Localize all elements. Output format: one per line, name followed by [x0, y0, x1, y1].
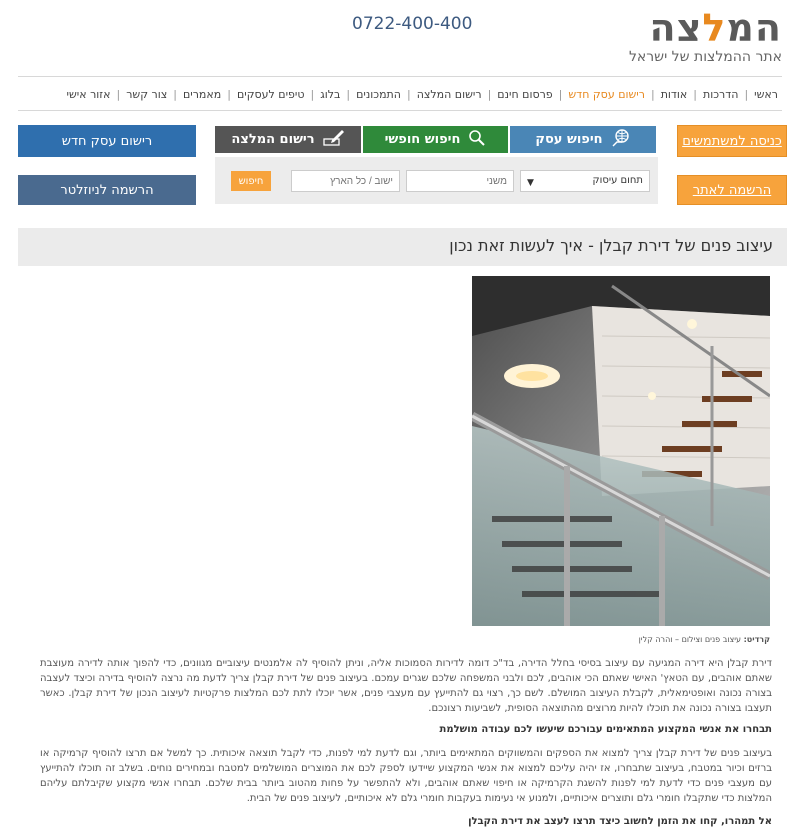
nav-item[interactable]: מאמרים	[182, 88, 222, 101]
article-photo	[472, 276, 770, 626]
subcategory-input[interactable]	[406, 170, 514, 192]
login-button[interactable]: כניסה למשתמשים	[677, 125, 787, 157]
category-select[interactable]	[520, 170, 650, 192]
main-nav	[67, 88, 778, 101]
nav-item[interactable]: פרסום חינם	[497, 88, 553, 101]
nav-separator: |	[744, 88, 749, 101]
logo-wordmark: המלצה	[649, 6, 782, 50]
nav-separator: |	[558, 88, 563, 101]
nav-item[interactable]: התמכונים	[356, 88, 401, 101]
register-button[interactable]: הרשמה לאתר	[677, 175, 787, 205]
nav-item[interactable]: אודות	[660, 88, 688, 101]
nav-separator: |	[650, 88, 655, 101]
tab-recommend[interactable]	[215, 126, 361, 153]
nav-item[interactable]: טיפים לעסקים	[236, 88, 305, 101]
article-paragraph: דירת קבלן היא דירה המגיעה עם עיצוב בסיסי בחלל הדירה, בד"כ דומה לדירות הסמוכות אליה, וניתן להוסיף לה אלמנטים עיצוביים מגוונים, כדי להפוך אותה לדירה מעוצבת שאתם אוהבים, עם הטאץ' האישי שאתם הכי אוהבים, לכם ולבני המשפחה שלכם שגרים עמכם. בעיצוב פנים של דירת קבלן צריך לדעת מה נרצה להוסיף בדירה וכיצד לעצבה בצורה נכונה ואופטימאלית, לקבלת העיצוב המושלם. לשם כך, רצוי גם להתייעץ עם מעצבי פנים, אשר יוכלו לתת לכם המלצות פרקטיות לעיצוב הנכון של דירת קבלן. כאשר תעצבו בצורה נכונה את תוכלו להיות מרוצים מהתוצאה הסופית, לשביעות רצונכם.	[40, 658, 772, 714]
tab-recommend-label: רישום המלצה	[231, 132, 315, 147]
logo-tagline: אתר ההמלצות של ישראל	[628, 49, 782, 65]
site-logo[interactable]	[582, 8, 782, 65]
article-title: עיצוב פנים של דירת קבלן - איך לעשות זאת נכון	[449, 236, 773, 255]
tab-business-search-label: חיפוש עסק	[535, 132, 603, 147]
nav-separator: |	[487, 88, 492, 101]
nav-item[interactable]: ראשי	[754, 88, 778, 101]
article-subheading: תבחרו את אנשי המקצוע המתאימים עבורכם שיעשו לכם עבודה מושלמת	[439, 724, 772, 735]
category-select-value: תחום עיסוק	[592, 175, 643, 186]
nav-separator: |	[116, 88, 121, 101]
tab-business-search[interactable]	[510, 126, 656, 153]
search-button[interactable]: חיפוש	[231, 171, 271, 191]
nav-item[interactable]: רישום המלצה	[416, 88, 482, 101]
phone-number[interactable]: 0722-400-400	[352, 14, 473, 34]
nav-separator: |	[310, 88, 315, 101]
new-business-button[interactable]: רישום עסק חדש	[18, 125, 196, 157]
nav-item[interactable]: הדרכות	[703, 88, 739, 101]
search-icon	[468, 129, 486, 151]
nav-item[interactable]: אזור אישי	[66, 88, 111, 101]
write-recommendation-icon	[323, 129, 345, 151]
nav-separator: |	[693, 88, 697, 101]
divider-nav	[18, 110, 782, 111]
divider-top	[18, 76, 782, 77]
nav-item[interactable]: בלוג	[320, 88, 341, 101]
nav-separator: |	[406, 88, 411, 101]
globe-hand-icon	[611, 129, 631, 151]
article-subheading: אל תמהרו, קחו את הזמן לחשוב כיצד תרצו לעצב את דירת הקבלן	[468, 816, 772, 827]
tab-free-search-label: חיפוש חופשי	[384, 132, 461, 147]
nav-item[interactable]: רישום עסק חדש	[568, 88, 645, 101]
nav-separator: |	[173, 88, 177, 101]
photo-caption: קרדיט: עיצוב פנים וצילום – והרה קלין	[638, 635, 770, 644]
nav-item[interactable]: צור קשר	[126, 88, 168, 101]
chevron-down-icon: ▼	[527, 178, 534, 188]
location-input[interactable]	[291, 170, 400, 192]
newsletter-button[interactable]: הרשמה לניוזלטר	[18, 175, 196, 205]
nav-separator: |	[227, 88, 231, 101]
tab-free-search[interactable]	[363, 126, 508, 153]
article-title-bar	[18, 228, 787, 266]
nav-separator: |	[346, 88, 351, 101]
staircase-photo	[472, 276, 770, 626]
article-paragraph: בעיצוב פנים של דירת קבלן צריך למצוא את הספקים והמשווקים המתאימים ביותר, וגם לדעת למי לפנות, כדי לקבל תוצאה איכותית. כך למשל אם תרצו להוסיף קרמיקה או ברזים וכיור במטבח, בעיצוב שתבחרו, אז יהיה עליכם למצוא את אנשי המקצוע שיידעו לספק לכם את המוצרים המושלמים למטבח ובמחירים נוחים. בשלב זה תוכלו להתייעץ עם מעצבי פנים כדי לדעת למי לפנות להשגת הקרמיקה או חיפוי שאתם אוהבים, ולא להתפשר על פחות מהטוב ביותר בבית שלכם. תבחרו אנשי מקצוע שקיבלתם עליהם המלצות כדי שתקבלו חומרי גלם ותוצרים איכותיים, ולמנוע אי נעימות בעקבות חומרי גלם לא איכותיים, לעיצוב פנים של הבית.	[40, 748, 772, 804]
